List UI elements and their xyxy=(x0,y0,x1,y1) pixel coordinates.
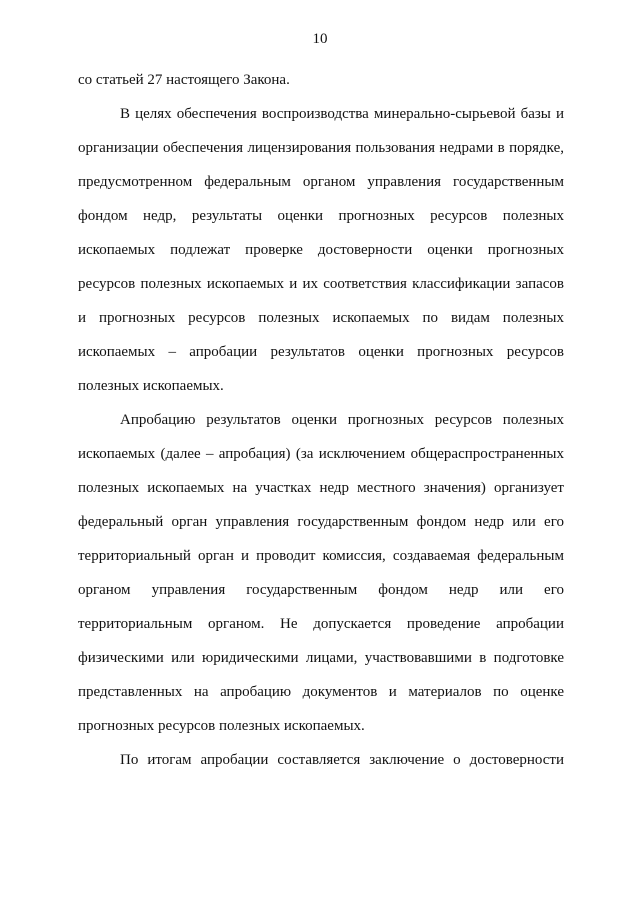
paragraph-continuation: со статьей 27 настоящего Закона. xyxy=(78,72,290,88)
paragraph-reproduction-of-mineral-base: В целях обеспечения воспроизводства минерально-сырьевой базы и организации обеспечения лицензирования пользования недрами в порядке, предусмотренном федеральным органом управления государственным фондом недр, результаты оценки прогнозных ресурсов полезных ископаемых подлежат проверке достоверности оценки прогнозных ресурсов полезных ископаемых и их соответствия классификации запасов и прогнозных ресурсов полезных ископаемых по видам полезных ископаемых – апробации результатов оценки прогнозных ресурсов полезных ископаемых. xyxy=(78,106,564,394)
paragraph-approbation-organization: Апробацию результатов оценки прогнозных ресурсов полезных ископаемых (далее – апробация) (за исключением общераспространенных полезных ископаемых на участках недр местного значения) организует федеральный орган управления государственным фондом недр или его территориальный орган и проводит комиссия, создаваемая федеральным органом управления государственным фондом недр или его территориальным органом. Не допускается проведение апробации физическими или юридическими лицами, участвовавшими в подготовке представленных на апробацию документов и материалов по оценке прогнозных ресурсов полезных ископаемых. xyxy=(78,412,564,734)
page-number: 10 xyxy=(312,31,328,47)
paragraph-approbation-conclusion: По итогам апробации составляется заключение о достоверности xyxy=(120,752,564,768)
document-body xyxy=(78,63,564,777)
